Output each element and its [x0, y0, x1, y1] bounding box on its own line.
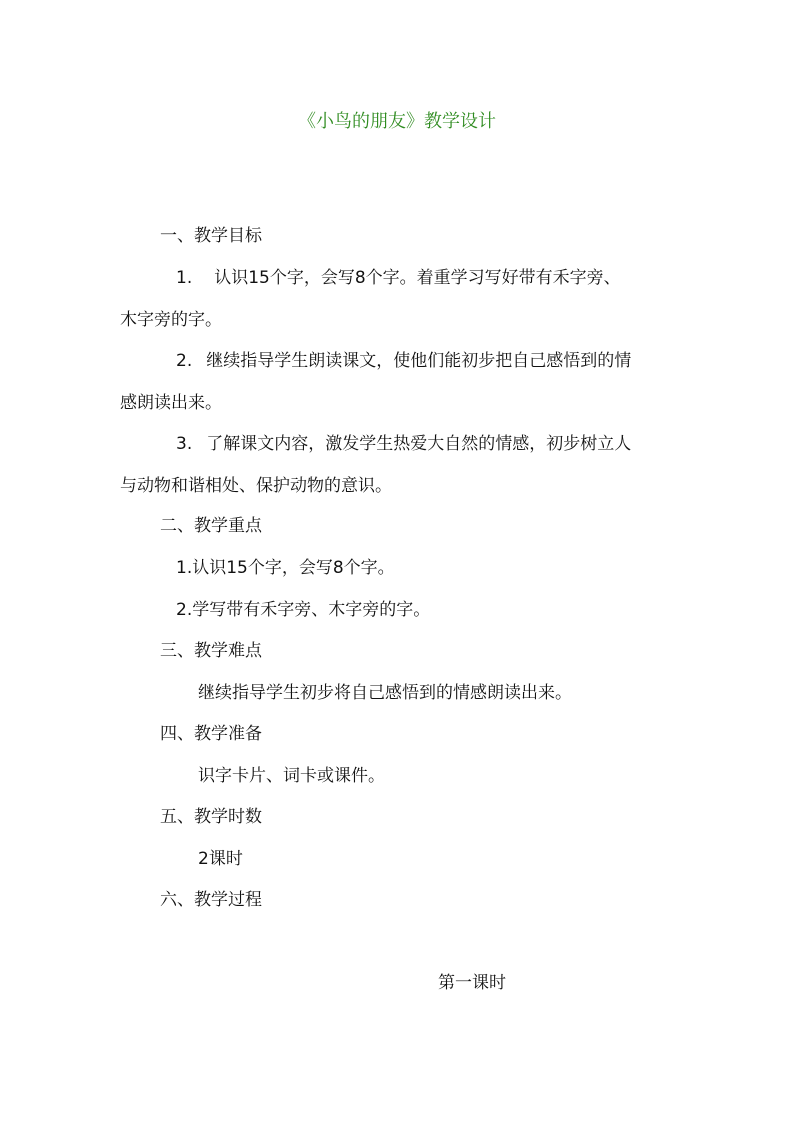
document-title: 《小鸟的朋友》教学设计: [298, 111, 496, 132]
hours-text: 2课时: [198, 849, 243, 869]
objective-text-3: 了解课文内容，激发学生热爱大自然的情感，初步树立人: [206, 434, 632, 454]
objective-text-2: 继续指导学生朗读课文，使他们能初步把自己感悟到的情: [206, 351, 632, 371]
difficulties-text: 继续指导学生初步将自己感悟到的情感朗读出来。: [198, 683, 572, 703]
section-heading-process: 六、教学过程: [160, 890, 262, 910]
section-heading-preparation: 四、教学准备: [160, 724, 262, 744]
objective-number-1: 1.: [176, 268, 193, 288]
section-heading-difficulties: 三、教学难点: [160, 641, 262, 661]
objective-text-3-continued: 与动物和谐相处、保护动物的意识。: [120, 476, 392, 496]
lesson-subtitle: 第一课时: [438, 973, 506, 993]
key-point-item-1: 1.认识15个字，会写8个字。: [176, 558, 395, 578]
key-point-item-2: 2.学写带有禾字旁、木字旁的字。: [176, 600, 431, 620]
objective-item-1: [176, 270, 621, 287]
section-heading-key-points: 二、教学重点: [160, 516, 262, 536]
section-heading-objectives: 一、教学目标: [160, 226, 262, 246]
objective-number-3: 3.: [176, 434, 193, 454]
objective-item-3: [176, 436, 631, 453]
section-heading-hours: 五、教学时数: [160, 807, 262, 827]
objective-text-1-continued: 木字旁的字。: [120, 310, 222, 330]
preparation-text: 识字卡片、词卡或课件。: [198, 766, 385, 786]
objective-text-1: 认识15个字，会写8个字。着重学习写好带有禾字旁、: [214, 268, 621, 288]
objective-number-2: 2.: [176, 351, 193, 371]
objective-item-2: [176, 353, 631, 370]
objective-text-2-continued: 感朗读出来。: [120, 393, 222, 413]
